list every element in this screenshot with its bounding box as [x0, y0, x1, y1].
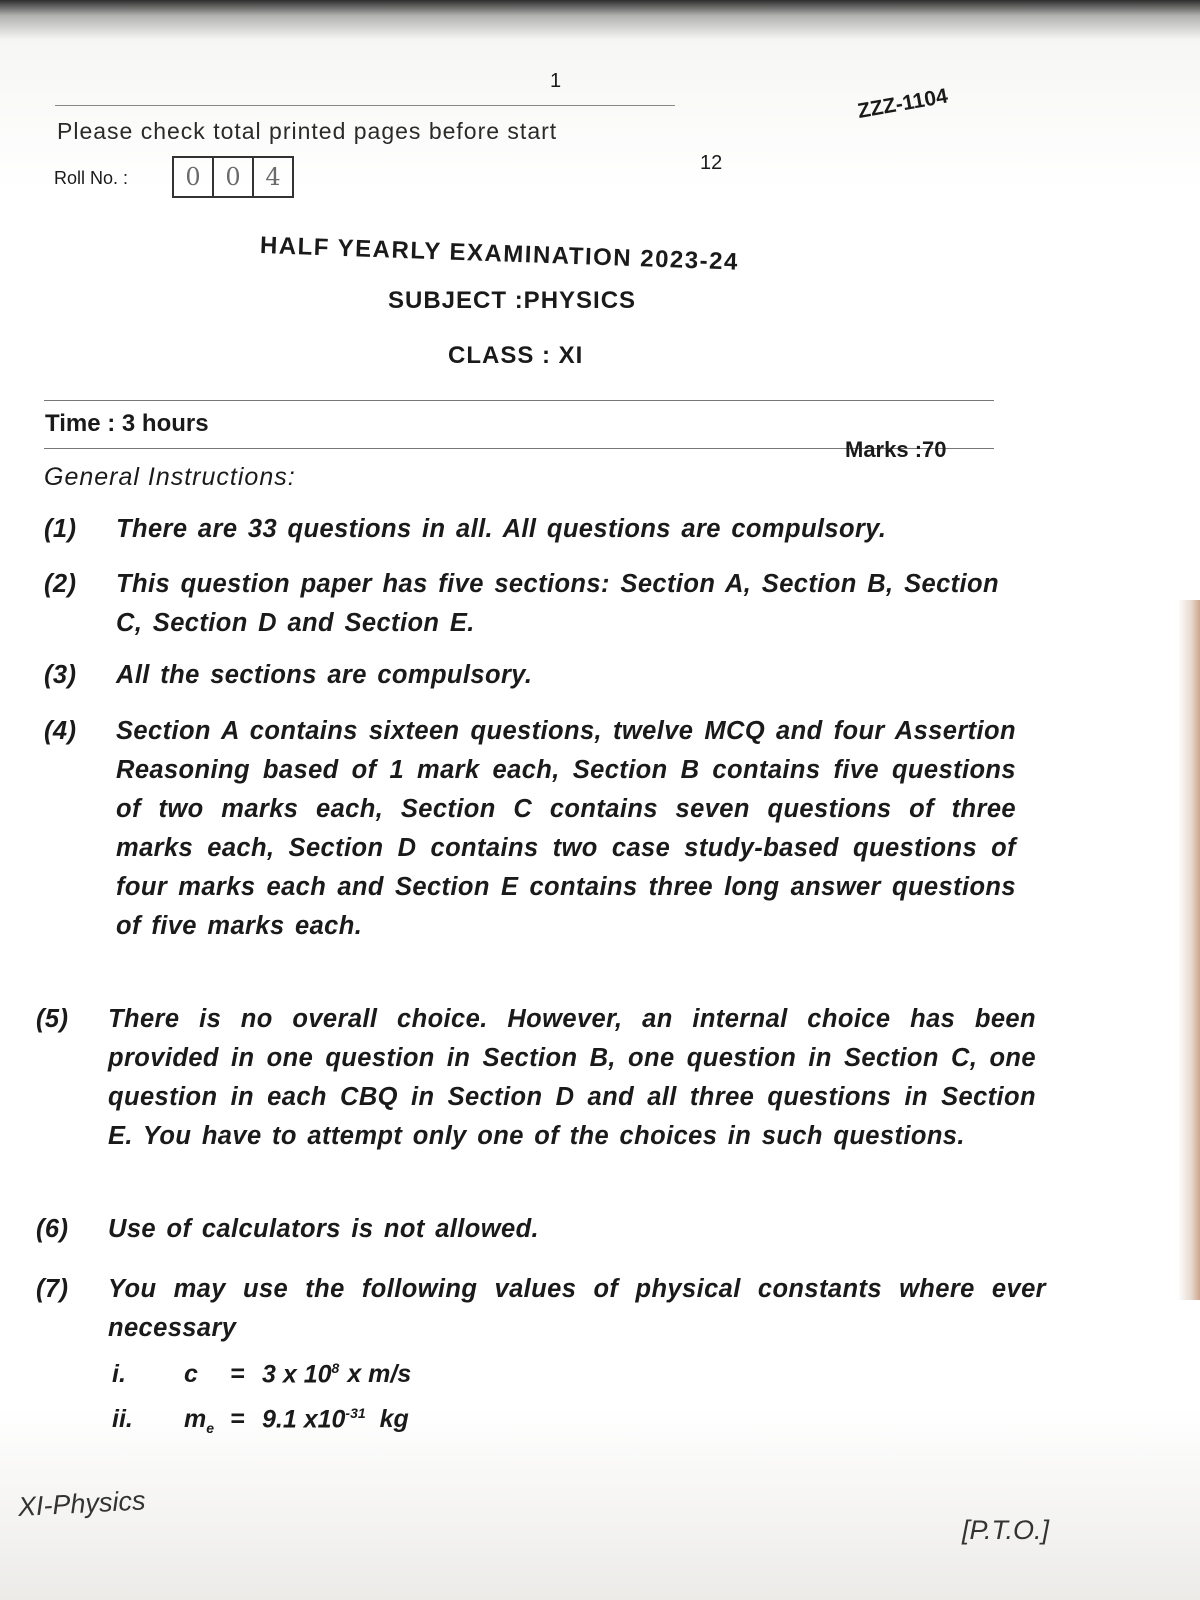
max-marks: Marks :70 — [845, 437, 947, 462]
instruction-item — [44, 565, 999, 643]
rule-top — [44, 400, 994, 401]
equals-sign: = — [230, 1360, 245, 1389]
constant-index: ii. — [112, 1405, 133, 1434]
constant-subscript: e — [206, 1420, 215, 1437]
photo-shadow — [0, 0, 1200, 40]
instruction-item — [44, 510, 999, 549]
instruction-text: Use of calculators is not allowed. — [108, 1215, 540, 1243]
constant-symbol — [184, 1405, 230, 1436]
instruction-number: (3) — [44, 661, 77, 689]
roll-digit-box: 4 — [252, 156, 294, 198]
constant-mantissa: 3 x 10 — [262, 1360, 332, 1389]
equals-sign: = — [230, 1405, 245, 1434]
constant-exponent: 8 — [331, 1360, 340, 1376]
instruction-text: There is no overall choice. However, an internal choice has been provided in one question in Section B, one question in Section C, one question in each CBQ in Section D and all three questions in Section E. You have to attempt only one of the choices in such questions. — [108, 1005, 1036, 1150]
constant-value — [262, 1360, 339, 1389]
instruction-text: This question paper has five sections: Section A, Section B, Section C, Section D and Section E. — [116, 570, 999, 637]
constant-symbol-text: m — [184, 1405, 207, 1434]
check-pages-notice: Please check total printed pages before start — [57, 118, 558, 144]
instruction-number: (5) — [36, 1005, 69, 1033]
total-pages: 12 — [700, 152, 723, 174]
page-number: 1 — [550, 70, 562, 92]
instruction-text: You may use the following values of physical constants where ever necessary — [108, 1275, 1046, 1342]
instruction-text: Section A contains sixteen questions, twelve MCQ and four Assertion Reasoning based of 1 mark each, Section B contains five questions of two marks each, Section C contains seven questions of three marks each, Section D contains two case study-based questions of four marks each and Section E contains three long answer questions of five marks each. — [116, 717, 1016, 940]
constant-symbol-text: c — [184, 1360, 198, 1389]
paper-edge — [1178, 600, 1200, 1300]
instruction-item — [36, 1000, 1036, 1156]
instruction-text: All the sections are compulsory. — [116, 661, 533, 689]
instruction-number: (4) — [44, 717, 77, 745]
roll-number-label: Roll No. : — [54, 168, 129, 188]
constant-speed-of-light — [112, 1360, 411, 1391]
instruction-item — [44, 656, 999, 695]
header-divider — [55, 105, 675, 106]
constant-mantissa: 9.1 x10 — [262, 1405, 346, 1434]
constant-unit: kg — [379, 1405, 409, 1434]
class-line: CLASS : XI — [448, 342, 584, 369]
instruction-item — [36, 1270, 1046, 1348]
constant-unit: x m/s — [347, 1360, 412, 1389]
instruction-text: There are 33 questions in all. All questions are compulsory. — [116, 515, 887, 543]
constant-exponent: -31 — [345, 1405, 366, 1421]
constant-index: i. — [112, 1360, 126, 1389]
subject-line: SUBJECT :PHYSICS — [388, 287, 637, 314]
footer-subject: XI-Physics — [17, 1485, 147, 1522]
roll-number-boxes — [172, 156, 292, 198]
roll-digit-box: 0 — [172, 156, 214, 198]
time-allowed: Time : 3 hours — [45, 410, 209, 437]
instruction-number: (6) — [36, 1215, 69, 1243]
instruction-number: (2) — [44, 570, 77, 598]
constant-electron-mass — [112, 1405, 409, 1436]
instruction-number: (1) — [44, 515, 77, 543]
footer-pto: [P.T.O.] — [962, 1515, 1050, 1545]
instruction-number: (7) — [36, 1275, 69, 1303]
instruction-item — [44, 712, 1016, 946]
exam-title: HALF YEARLY EXAMINATION 2023-24 — [259, 232, 740, 276]
constant-value — [262, 1405, 366, 1434]
roll-digit-box: 0 — [212, 156, 254, 198]
instruction-item — [36, 1210, 1036, 1249]
instructions-heading: General Instructions: — [44, 463, 296, 491]
paper-code: ZZZ-1104 — [855, 84, 950, 124]
constant-symbol — [184, 1360, 230, 1391]
